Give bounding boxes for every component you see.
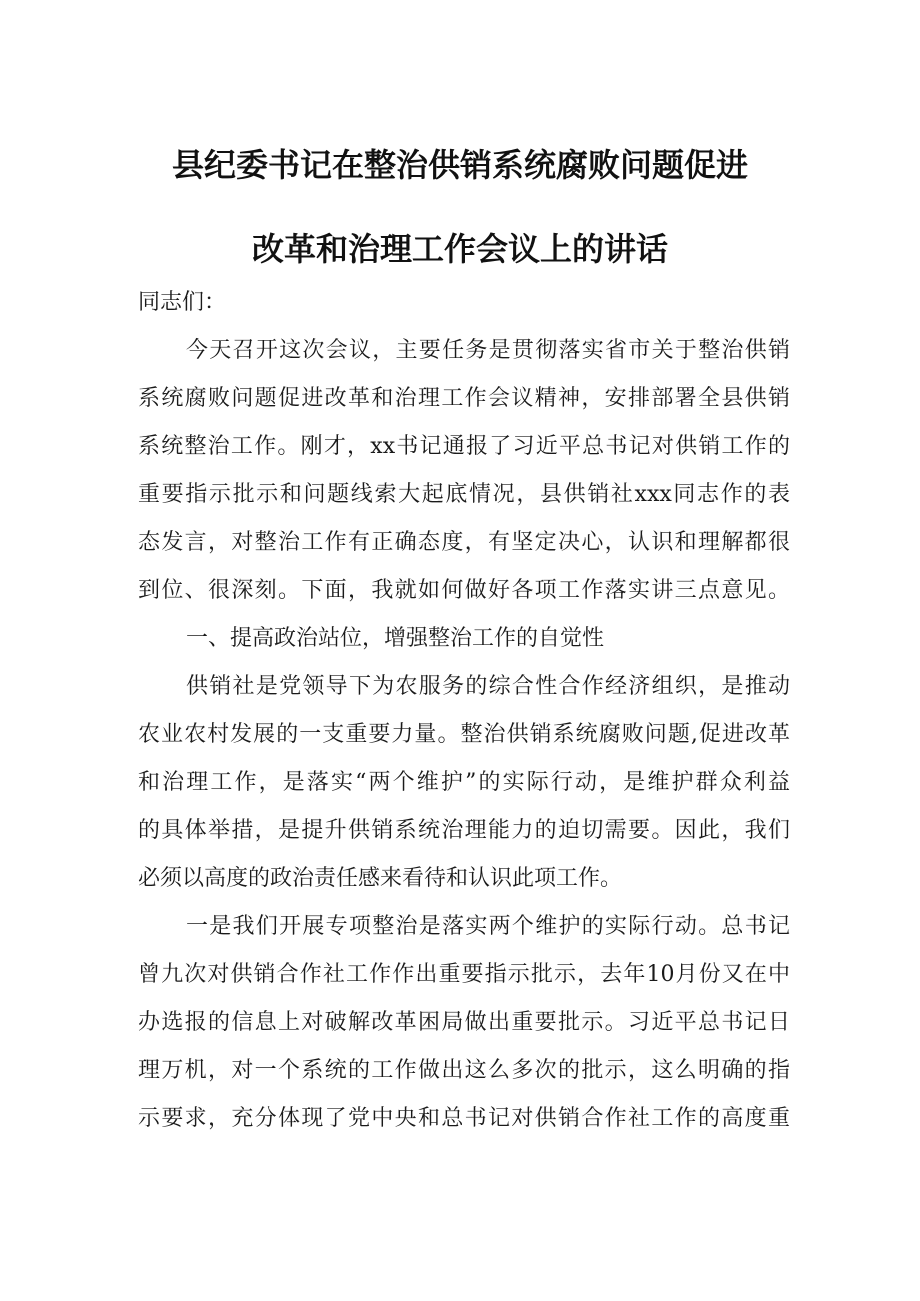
paragraph-line: 系统腐败问题促进改革和治理工作会议精神，安排部署全县供销	[138, 386, 790, 411]
paragraph-line: 一是我们开展专项整治是落实两个维护的实际行动。总书记	[186, 914, 790, 939]
paragraph-line: 的具体举措，是提升供销系统治理能力的迫切需要。因此，我们	[138, 818, 790, 843]
paragraph-line: 农业农村发展的一支重要力量。整治供销系统腐败问题,促进改革	[138, 722, 790, 747]
document-title-line-2: 改革和治理工作会议上的讲话	[251, 230, 668, 268]
paragraph-line: 理万机，对一个系统的工作做出这么多次的批示，这么明确的指	[138, 1058, 790, 1083]
paragraph-line: 态发言，对整治工作有正确态度，有坚定决心，认识和理解都很	[138, 530, 790, 555]
paragraph-line: 办选报的信息上对破解改革困局做出重要批示。习近平总书记日	[138, 1010, 790, 1035]
paragraph-line: 必须以高度的政治责任感来看待和认识此项工作。	[138, 866, 623, 891]
paragraph-line: 供销社是党领导下为农服务的综合性合作经济组织，是推动	[186, 674, 790, 699]
section-heading: 一、提高政治站位，增强整治工作的自觉性	[186, 626, 605, 651]
paragraph-line: 重要指示批示和问题线索大起底情况，县供销社xxx同志作的表	[138, 482, 790, 507]
salutation: 同志们：	[138, 290, 227, 315]
paragraph-line: 系统整治工作。刚才，xx书记通报了习近平总书记对供销工作的	[138, 434, 790, 459]
document-title-line-1: 县纪委书记在整治供销系统腐败问题促进	[171, 146, 748, 184]
paragraph-line: 和治理工作，是落实“两个维护”的实际行动，是维护群众利益	[138, 770, 790, 795]
paragraph-line: 曾九次对供销合作社工作作出重要指示批示，去年10月份又在中	[138, 962, 790, 987]
paragraph-line: 今天召开这次会议，主要任务是贯彻落实省市关于整治供销	[186, 338, 790, 363]
paragraph-line: 到位、很深刻。下面，我就如何做好各项工作落实讲三点意见。	[138, 578, 790, 603]
paragraph-line: 示要求，充分体现了党中央和总书记对供销合作社工作的高度重	[138, 1106, 790, 1131]
